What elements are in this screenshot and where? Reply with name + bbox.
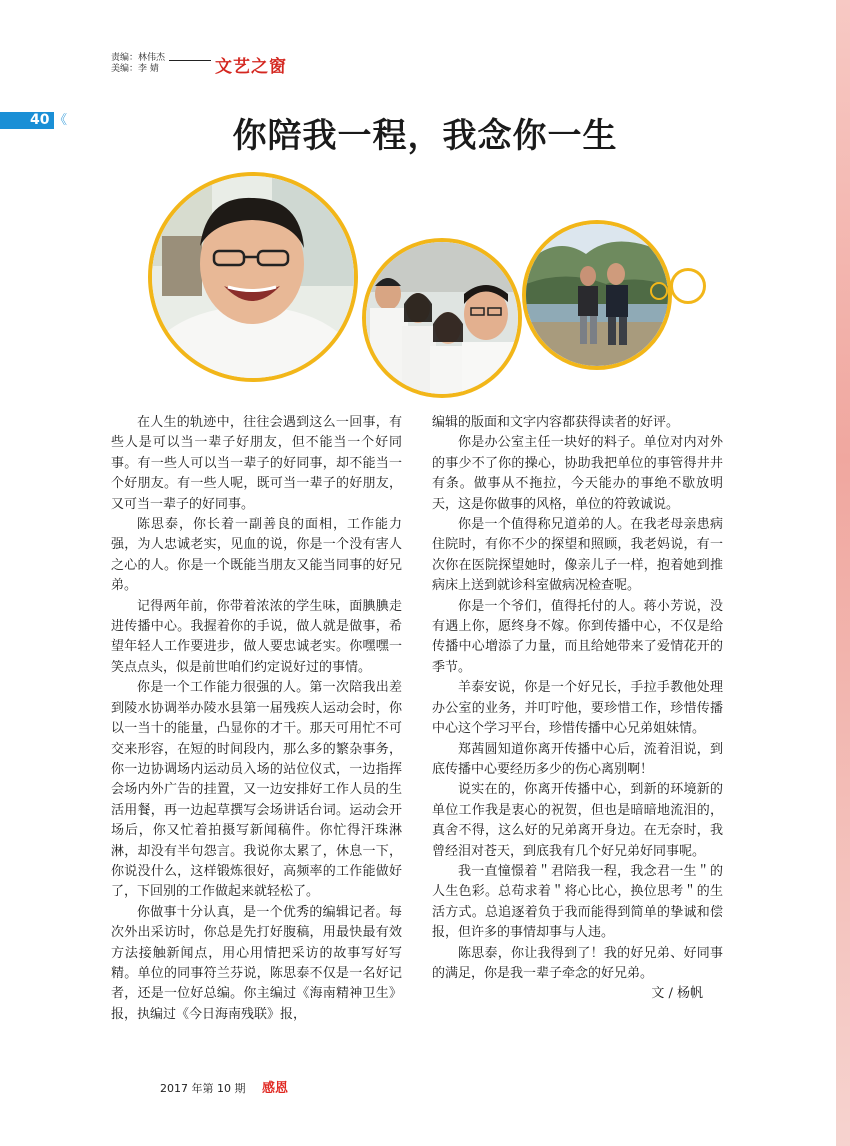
paragraph: 记得两年前，你带着浓浓的学生味，面腆腆走进传播中心。我握着你的手说，做人就是做事，希望年轻人工作要进步，做人要忠诚老实。你嘿嘿一笑点点头，似是前世咱们约定说好过的事情。 (111, 598, 402, 675)
decorative-ring-medium (670, 268, 706, 304)
credits (111, 53, 165, 75)
article-column-right (432, 413, 723, 1005)
page-edge-strip (836, 0, 850, 1146)
paragraph: 你做事十分认真，是一个优秀的编辑记者。每次外出采访时，你总是先打好腹稿，用最快最有效方法接触新闻点，用心用情把采访的故事写好写精。单位的同事符兰芬说，陈思泰不仅是一名好记者，还是一位好总编。你主编过《海南精神卫生》报，执编过《今日海南残联》报， (111, 904, 402, 1022)
photo-portrait-laughing (148, 172, 358, 382)
paragraph: 陈思泰，你让我得到了！我的好兄弟、好同事的满足，你是我一辈子牵念的好兄弟。 (432, 945, 723, 981)
paragraph: 我一直憧憬着＂君陪我一程，我念君一生＂的人生色彩。总苟求着＂将心比心，换位思考＂的生活方式。总追逐着负于我而能得到简单的挚诚和偿报，但许多的事情却事与人违。 (432, 863, 723, 941)
page-chevron: 《 (54, 113, 68, 128)
editor-credit: 责编：林伟杰 (111, 53, 166, 63)
magazine-logo: 感恩 (262, 1081, 289, 1096)
section-title: 文艺之窗 (215, 57, 287, 77)
decorative-ring-small (650, 282, 668, 300)
paragraph: 你是一个工作能力很强的人。第一次陪我出差到陵水协调举办陵水县第一届残疾人运动会时，你以一当十的能量，凸显你的才干。那天可用忙不可交来形容，在短的时间段内，那么多的繁杂事务，你一边协调场内运动员入场的站位仪式，一边指挥会场内外广告的挂置，又一边安排好工作人员的生活用餐，再一边起草撰写会场讲话台词。运动会开场后，你又忙着拍摄写新闻稿件。你忙得汗珠淋淋，却没有半句怨言。我说你太累了，休息一下，你说没什么，这样锻炼很好，高频率的工作能做好了，下回别的工作做起来就轻松了。 (111, 680, 402, 900)
paragraph: 编辑的版面和文字内容都获得读者的好评。 (432, 415, 680, 430)
paragraph: 说实在的，你离开传播中心，到新的环境新的单位工作我是衷心的祝贺，但也是暗暗地流泪的，真舍不得，这么好的兄弟离开身边。在无奈时，我曾经泪对苍天，到底我有几个好兄弟好同事呢。 (432, 782, 723, 859)
photo-outdoor-friends (522, 220, 672, 370)
paragraph: 你是办公室主任一块好的料子。单位对内对外的事少不了你的操心，协助我把单位的事管得井井有条。做事从不拖拉，今天能办的事绝不歇放明天，这是你做事的风格，单位的符敦诚说。 (432, 435, 723, 512)
page-number: 40 (30, 112, 50, 128)
paragraph: 郑茜圆知道你离开传播中心后，流着泪说，到底传播中心要经历多少的伤心离别啊！ (432, 741, 723, 777)
paragraph: 在人生的轨迹中，往往会遇到这么一回事，有些人是可以当一辈子好朋友，但不能当一个好同事。有一些人可以当一辈子的好同事，却不能当一个好朋友。有一些人呢，既可当一辈子的好朋友，又可当一辈子的好同事。 (111, 415, 402, 512)
article-author: 文 / 杨帆 (651, 986, 703, 1002)
article-column-left (111, 413, 402, 1025)
paragraph: 你是一个爷们，值得托付的人。蒋小芳说，没有遇上你，愿终身不嫁。你到传播中心，不仅是给传播中心增添了力量，而且给她带来了爱情花开的季节。 (432, 598, 723, 675)
paragraph: 陈思泰，你长着一副善良的面相，工作能力强，为人忠诚老实，见血的说，你是一个没有害人之心的人。你是一个既能当朋友又能当同事的好兄弟。 (111, 517, 402, 594)
article-title: 你陪我一程，我念你一生 (232, 116, 618, 156)
issue-label: 2017 年第 10 期 (160, 1082, 246, 1095)
designer-credit: 美编：李 婧 (111, 64, 159, 74)
paragraph: 羊泰安说，你是一个好兄长，手拉手教他处理办公室的业务，并叮咛他，要珍惜工作，珍惜传播中心这个学习平台，珍惜传播中心兄弟姐妹情。 (432, 680, 723, 737)
paragraph: 你是一个值得称兄道弟的人。在我老母亲患病住院时，有你不少的探望和照顾，我老妈说，有一次你在医院探望她时，像亲儿子一样，抱着她到推病床上送到就诊科室做病况检查呢。 (432, 517, 723, 594)
credit-divider (169, 60, 211, 61)
photo-group-colleagues (362, 238, 522, 398)
